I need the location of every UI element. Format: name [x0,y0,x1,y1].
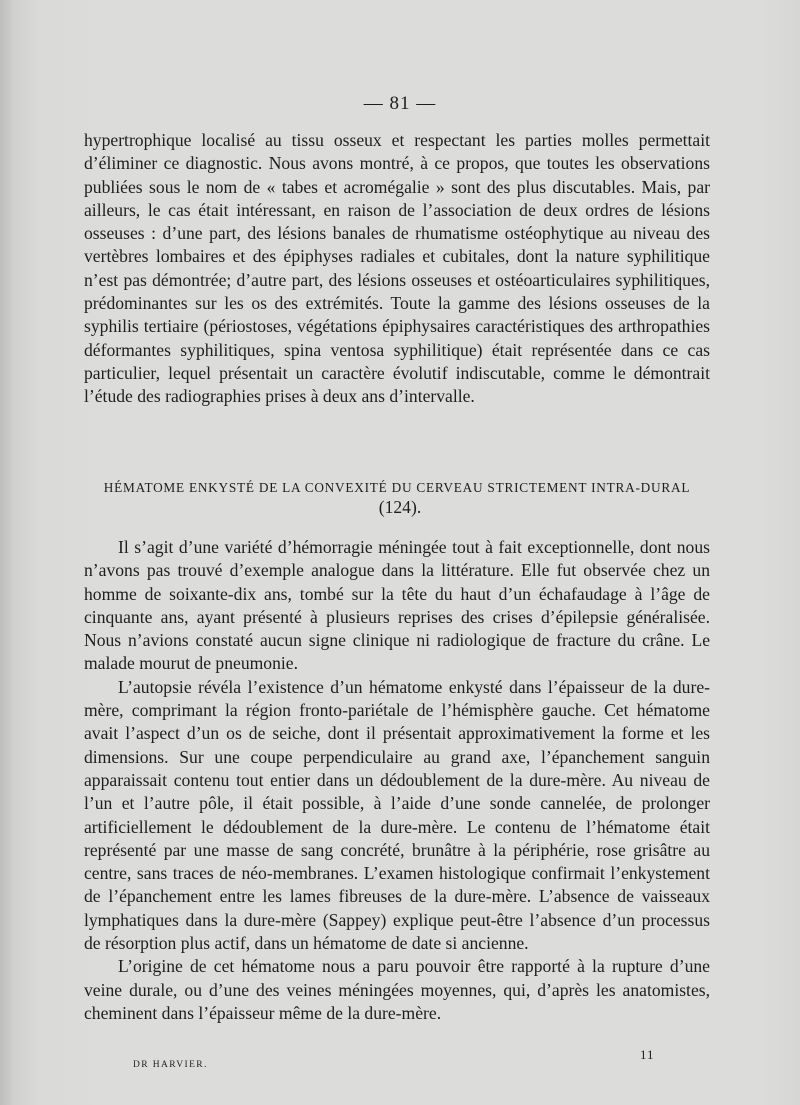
section-reference-number: (124). [378,497,422,517]
paragraph: L’autopsie révéla l’existence d’un hématome enkysté dans l’épaisseur de la dure-mère, comprimant la région fronto-pariétale de l’hémisphère gauche. Cet hématome avait l’aspect d’un os de seiche, dont il présentait approximativement la forme et les dimensions. Sur une coupe perpendiculaire au grand axe, l’épanchement sanguin apparaissait contenu tout entier dans un dédoublement de la dure-mère. Au niveau de l’un et l’autre pôle, il était possible, à l’aide d’une sonde cannelée, de prolonger artificiellement le dédoublement de la dure-mère. Le contenu de l’hématome était représenté par une masse de sang concrété, brunâtre à la périphérie, rose grisâtre au centre, sans traces de néo-membranes. L’examen histologique confirmait l’enkystement de l’épanchement entre les lames fibreuses de la dure-mère. L’absence de vaisseaux lymphatiques dans la dure-mère (Sappey) explique peut-être l’absence d’un processus de résorption plus actif, dans un hématome de date si ancienne. [84,676,710,954]
paragraph: L’origine de cet hématome nous a paru pouvoir être rapporté à la rupture d’une veine durale, ou d’une des veines méningées moyennes, qui, d’après les anatomistes, cheminent dans l’épaisseur même de la dure-mère. [84,956,710,1023]
section-heading: HÉMATOME ENKYSTÉ DE LA CONVEXITÉ DU CERVEAU STRICTEMENT INTRA-DURAL [103,480,691,495]
continued-paragraph-block [84,129,710,409]
footer-sheet-number: 11 [640,1047,655,1062]
page-number: — 81 — [363,93,437,114]
section-body [84,536,710,1025]
footer-signature: DR HARVIER. [133,1060,208,1070]
paragraph: Il s’agit d’une variété d’hémorragie méningée tout à fait exceptionnelle, dont nous n’avons pas trouvé d’exemple analogue dans la littérature. Elle fut observée chez un homme de soixante-dix ans, tombé sur la tête du haut d’un échafaudage à l’âge de cinquante ans, ayant présenté à plusieurs reprises des crises d’épilepsie généralisée. Nous n’avions constaté aucun signe clinique ni radiologique de fracture du crâne. Le malade mourut de pneumonie. [84,537,710,674]
paragraph: hypertrophique localisé au tissu osseux et respectant les parties molles permettait d’éliminer ce diagnostic. Nous avons montré, à ce propos, que toutes les observations publiées sous le nom de « tabes et acromégalie » sont des plus discutables. Mais, par ailleurs, le cas était intéressant, en raison de l’association de deux ordres de lésions osseuses : d’une part, des lésions banales de rhumatisme ostéophytique au niveau des vertèbres lombaires et des épiphyses radiales et cubitales, dont la nature syphilitique n’est pas démontrée; d’autre part, des lésions osseuses et ostéoarticulaires syphilitiques, prédominantes sur les os des extrémités. Toute la gamme des lésions osseuses de la syphilis tertiaire (périostoses, végétations épiphysaires caractéristiques des arthropathies déformantes syphilitiques, spina ventosa syphilitique) était représentée dans ce cas particulier, lequel présentait un caractère évolutif indiscutable, comme le démontrait l’étude des radiographies prises à deux ans d’intervalle. [84,130,710,407]
